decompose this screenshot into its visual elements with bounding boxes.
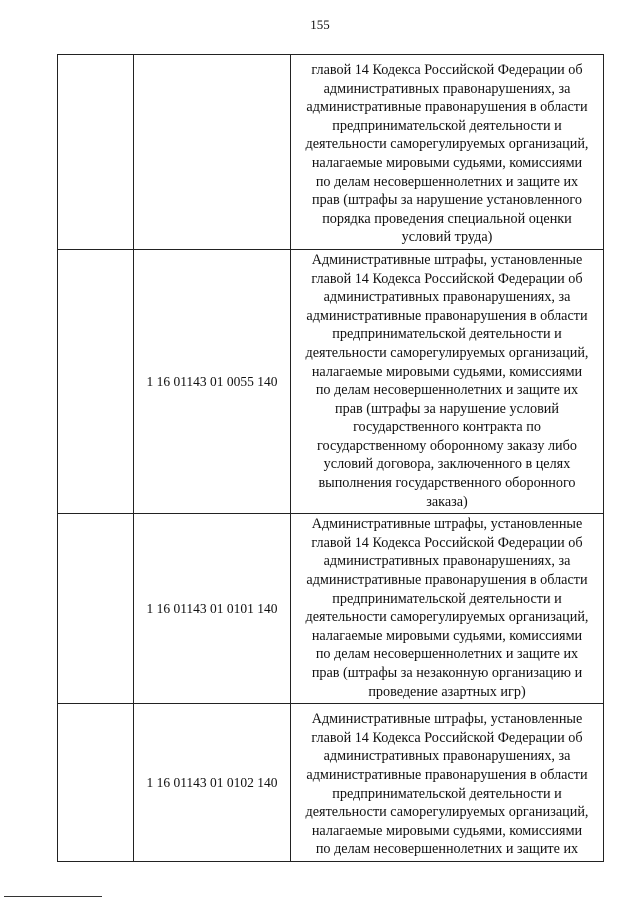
description-line: административных правонарушениях, за [323,80,571,97]
description-line: государственного контракта по [353,419,541,436]
description-line: порядка проведения специальной оценки [322,210,572,227]
description-line: административные правонарушения в области [306,766,588,783]
description-line: главой 14 Кодекса Российской Федерации об [311,62,583,78]
description-cell [291,55,604,250]
description-line: налагаемые мировыми судьями, комиссиями [311,627,583,644]
description-line: налагаемые мировыми судьями, комиссиями [311,154,583,171]
empty-cell [58,704,134,862]
budget-code-cell: 1 16 01143 01 0102 140 [134,704,291,862]
budget-code-cell: 1 16 01143 01 0101 140 [134,514,291,704]
description-line: предпринимательской деятельности и [332,785,562,802]
description-line: Административные штрафы, установленные [311,516,583,533]
empty-cell [58,514,134,704]
description-line: прав (штрафы за нарушение установленного [312,192,582,209]
description-line: Административные штрафы, установленные [311,251,583,268]
description-line: административных правонарушениях, за [323,553,571,570]
description-line: прав (штрафы за нарушение условий [335,400,559,417]
description-line: выполнения государственного оборонного [318,475,576,492]
table-row [58,55,604,250]
description-line: Административные штрафы, установленные [311,711,583,728]
description-line: предпринимательской деятельности и [332,326,562,343]
description-line: административные правонарушения в области [306,99,588,116]
description-cell [291,514,604,704]
description-line: по делам несовершеннолетних и защите их [315,841,579,858]
description-line: административных правонарушениях, за [323,748,571,765]
table-body [58,55,604,862]
description-cell [291,704,604,862]
description-line: по делам несовершеннолетних и защите их [315,382,579,399]
budget-code-cell: 1 16 01143 01 0055 140 [134,249,291,513]
description-line: проведение азартных игр) [368,683,526,700]
description-line: условий труда) [401,229,493,246]
description-line: главой 14 Кодекса Российской Федерации об [311,270,583,287]
description-line: заказа) [426,493,468,510]
description-line: налагаемые мировыми судьями, комиссиями [311,363,583,380]
description-line: условий договора, заключенного в целях [323,456,571,473]
empty-cell [58,249,134,513]
description-line: деятельности саморегулируемых организаций, [305,344,589,361]
footnote-rule [4,896,102,897]
description-cell [291,249,604,513]
description-line: деятельности саморегулируемых организаций, [305,136,589,153]
table-row [58,249,604,513]
description-line: налагаемые мировыми судьями, комиссиями [311,822,583,839]
description-line: административные правонарушения в области [306,307,588,324]
table-row [58,514,604,704]
description-line: прав (штрафы за незаконную организацию и [311,665,583,681]
description-line: деятельности саморегулируемых организаций, [305,804,589,821]
empty-cell [58,55,134,250]
description-line: деятельности саморегулируемых организаций, [305,609,589,626]
description-line: по делам несовершеннолетних и защите их [315,646,579,663]
description-line: предпринимательской деятельности и [332,590,562,607]
description-line: по делам несовершеннолетних и защите их [315,173,579,190]
description-line: главой 14 Кодекса Российской Федерации об [311,729,583,746]
page-number: 155 [310,17,330,32]
description-line: административных правонарушениях, за [323,289,571,306]
budget-classification-table [57,54,604,862]
description-line: административные правонарушения в области [306,572,588,589]
table-row [58,704,604,862]
description-line: государственному оборонному заказу либо [317,437,577,454]
description-line: предпринимательской деятельности и [332,117,562,134]
budget-code-cell [134,55,291,250]
description-line: главой 14 Кодекса Российской Федерации об [311,534,583,551]
